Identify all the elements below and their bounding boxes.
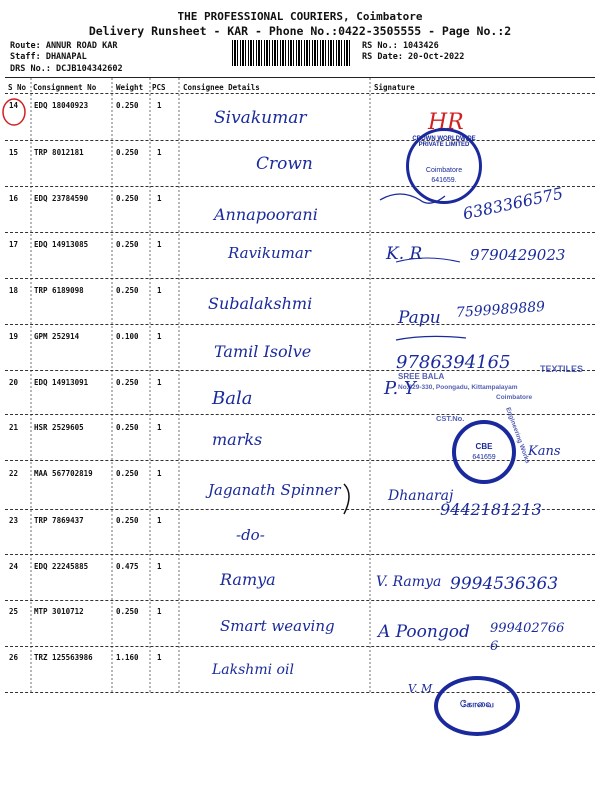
header-rule [5,77,595,78]
runsheet-subtitle: Delivery Runsheet - KAR - Phone No.:0422-3505555 - Page No.:2 [88,24,512,38]
row-weight: 0.250 [116,286,139,295]
signature-handwriting: V. Ramya [376,574,442,590]
phone-handwriting: 7599989889 [455,298,546,322]
textiles-stamp-name: SREE BALA [398,372,445,381]
signature-handwriting: Papu [398,308,441,328]
row-pcs: 1 [157,562,162,571]
row-weight: 0.250 [116,194,139,203]
row-pcs: 1 [157,194,162,203]
row-sno: 19 [9,332,19,341]
row-sno: 21 [9,423,19,432]
header-bottom-rule [5,93,595,94]
signature-handwriting: Dhanaraj [388,488,454,504]
row-sno: 24 [9,562,19,571]
column-header-consignee: Consignee Details [183,83,260,92]
row-sno: 14 [9,101,19,110]
phone-handwriting: 6383366575 [461,183,565,224]
phone-handwriting: 9994027666 [490,621,565,654]
row-consignment: HSR 2529605 [34,423,84,432]
row-pcs: 1 [157,516,162,525]
column-header-weight: Weight [116,83,144,92]
row-pcs: 1 [157,378,162,387]
signature-handwriting: K. R [386,244,423,264]
phone-handwriting: 9994536363 [450,574,559,594]
row-sno: 16 [9,194,19,203]
row-weight: 0.250 [116,469,139,478]
row-sno: 23 [9,516,19,525]
row-divider [5,278,595,279]
row-sno: 20 [9,378,19,387]
row-pcs: 1 [157,607,162,616]
consignee-handwriting: Sivakumar [214,108,307,128]
row-sno: 26 [9,653,19,662]
cbe-seal-label: CBE [475,442,493,451]
row-consignment: TRP 6189098 [34,286,84,295]
row-weight: 0.250 [116,148,139,157]
row-pcs: 1 [157,423,162,432]
row-sno: 18 [9,286,19,295]
consignee-handwriting: Crown [256,154,313,174]
consignee-handwriting: Subalakshmi [208,294,313,313]
tamil-seal-text: கோவை [460,699,494,709]
row-consignment: TRP 8012181 [34,148,84,157]
row-weight: 0.250 [116,240,139,249]
row-sno: 17 [9,240,19,249]
row-weight: 0.250 [116,101,139,110]
textiles-stamp-address: No.329-330, Poongadu, Kittampalayam [398,384,518,391]
consignee-handwriting: Ramya [220,570,276,589]
row-pcs: 1 [157,240,162,249]
row-sno: 15 [9,148,19,157]
tamil-seal-stamp [434,676,520,736]
row-sno: 22 [9,469,19,478]
consignee-handwriting: Annapoorani [214,205,318,224]
consignee-handwriting: Tamil Isolve [214,342,312,361]
row-sno: 25 [9,607,19,616]
row-weight: 0.250 [116,516,139,525]
textiles-stamp-label: TEXTILES [540,364,584,374]
runsheet-title: THE PROFESSIONAL COURIERS, Coimbatore [177,10,423,23]
route-label: Route: ANNUR ROAD KAR [10,41,118,51]
engineering-stamp-text: Engineering Works [504,406,531,465]
row-consignment: TRZ 125563986 [34,653,93,662]
seal-city: Coimbatore [425,167,463,174]
column-header-sno: S No [8,83,27,92]
phone-handwriting: 9442181213 [440,500,542,519]
row-pcs: 1 [157,286,162,295]
cbe-seal-pin: 641659 [472,454,496,461]
row-divider [5,186,595,187]
row-divider [5,140,595,141]
row-pcs: 1 [157,148,162,157]
row-consignment: EDQ 23784590 [34,194,89,203]
row-weight: 0.250 [116,607,139,616]
row-divider [5,232,595,233]
column-header-signature: Signature [374,83,415,92]
row-consignment: MAA 567702819 [34,469,93,478]
row-divider [5,554,595,555]
row-pcs: 1 [157,101,162,110]
row-weight: 0.250 [116,423,139,432]
rs-number: RS No.: 1043426 [362,41,439,51]
cbe-seal-stamp [452,420,516,484]
row-consignment: EDQ 14913091 [34,378,89,387]
row-divider [5,600,595,601]
row-weight: 1.160 [116,653,139,662]
row-weight: 0.100 [116,332,139,341]
drs-label: DRS No.: DCJB104342602 [10,64,123,74]
row-weight: 0.475 [116,562,139,571]
signature-handwriting: Kans [528,444,561,459]
staff-label: Staff: DHANAPAL [10,52,87,62]
row-consignment: TRP 7869437 [34,516,84,525]
column-header-consignment: Consignment No [33,83,97,92]
textiles-stamp-cst: CST.No. [436,414,465,423]
row-consignment: EDQ 18040923 [34,101,89,110]
seal-ring-text: CROWN WORLDWIDE PRIVATE LIMITED [412,136,476,148]
consignee-handwriting: Smart weaving [220,617,335,635]
row-consignment: MTP 3010712 [34,607,84,616]
row-divider [5,324,595,325]
row-weight: 0.250 [116,378,139,387]
row-pcs: 1 [157,332,162,341]
consignee-handwriting: Bala [212,388,253,409]
consignee-handwriting: Jaganath Spinner [208,481,341,499]
rs-date: RS Date: 20-Oct-2022 [362,52,465,62]
row-pcs: 1 [157,469,162,478]
signature-handwriting: A Poongod [378,622,470,642]
signature-handwriting: V. M [408,682,433,695]
row-divider [5,370,595,371]
consignee-handwriting: Ravikumar [228,244,311,262]
phone-handwriting: 9786394165 [396,352,511,373]
consignee-handwriting: -do- [236,526,265,544]
seal-pin: 641659. [431,177,457,184]
barcode [232,40,352,66]
phone-handwriting: 9790429023 [470,246,566,264]
textiles-stamp-city: Coimbatore [496,394,533,401]
column-header-pcs: PCS [152,83,166,92]
row-pcs: 1 [157,653,162,662]
consignee-handwriting: Lakshmi oil [212,662,294,678]
row-divider [5,646,595,647]
row-consignment: GPM 252914 [34,332,80,341]
row-consignment: EDQ 14913085 [34,240,89,249]
signature-handwriting: HR [428,110,464,135]
row-consignment: EDQ 22245885 [34,562,89,571]
consignee-handwriting: marks [212,430,263,449]
company-seal-stamp [406,128,482,204]
signature-handwriting: P. Y [384,378,416,399]
